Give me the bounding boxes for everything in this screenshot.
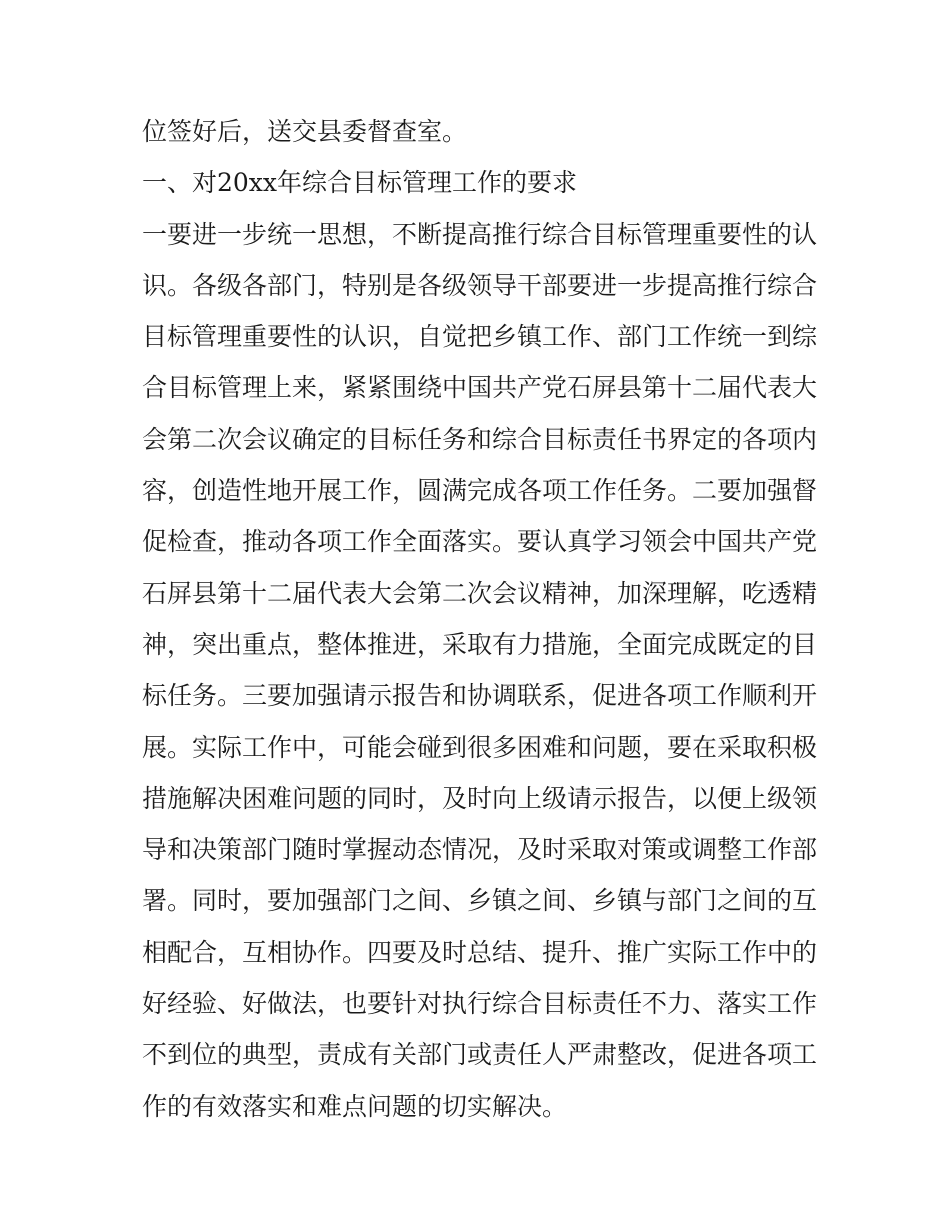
text-line: 展。实际工作中，可能会碰到很多困难和问题，要在采取积极 (142, 732, 818, 762)
text-line: 措施解决困难问题的同时，及时向上级请示报告，以便上级领 (142, 783, 818, 813)
section-heading: 一、对20xx年综合目标管理工作的要求 (142, 168, 578, 198)
text-line: 神，突出重点，整体推进，采取有力措施，全面完成既定的目 (142, 629, 818, 659)
text-line: 标任务。三要加强请示报告和协调联系，促进各项工作顺利开 (142, 681, 818, 711)
text-line: 容，创造性地开展工作，圆满完成各项工作任务。二要加强督 (142, 476, 818, 506)
text-line: 作的有效落实和难点问题的切实解决。 (142, 1091, 568, 1121)
text-line: 导和决策部门随时掌握动态情况，及时采取对策或调整工作部 (142, 835, 818, 865)
text-line: 好经验、好做法，也要针对执行综合目标责任不力、落实工作 (142, 989, 818, 1019)
text-line: 不到位的典型，责成有关部门或责任人严肃整改，促进各项工 (142, 1040, 818, 1070)
text-line: 相配合，互相协作。四要及时总结、提升、推广实际工作中的 (142, 937, 818, 967)
text-line: 会第二次会议确定的目标任务和综合目标责任书界定的各项内 (142, 424, 818, 454)
text-line: 署。同时，要加强部门之间、乡镇之间、乡镇与部门之间的互 (142, 886, 818, 916)
text-line: 识。各级各部门，特别是各级领导干部要进一步提高推行综合 (142, 270, 818, 300)
body-text (142, 106, 817, 1132)
text-line: 位签好后，送交县委督查室。 (142, 117, 468, 146)
text-line: 一要进一步统一思想，不断提高推行综合目标管理重要性的认 (142, 219, 818, 249)
text-line: 石屏县第十二届代表大会第二次会议精神，加深理解，吃透精 (142, 578, 818, 608)
text-line: 合目标管理上来，紧紧围绕中国共产党石屏县第十二届代表大 (142, 373, 818, 403)
text-line: 促检查，推动各项工作全面落实。要认真学习领会中国共产党 (142, 527, 818, 557)
text-line: 目标管理重要性的认识，自觉把乡镇工作、部门工作统一到综 (142, 322, 818, 352)
